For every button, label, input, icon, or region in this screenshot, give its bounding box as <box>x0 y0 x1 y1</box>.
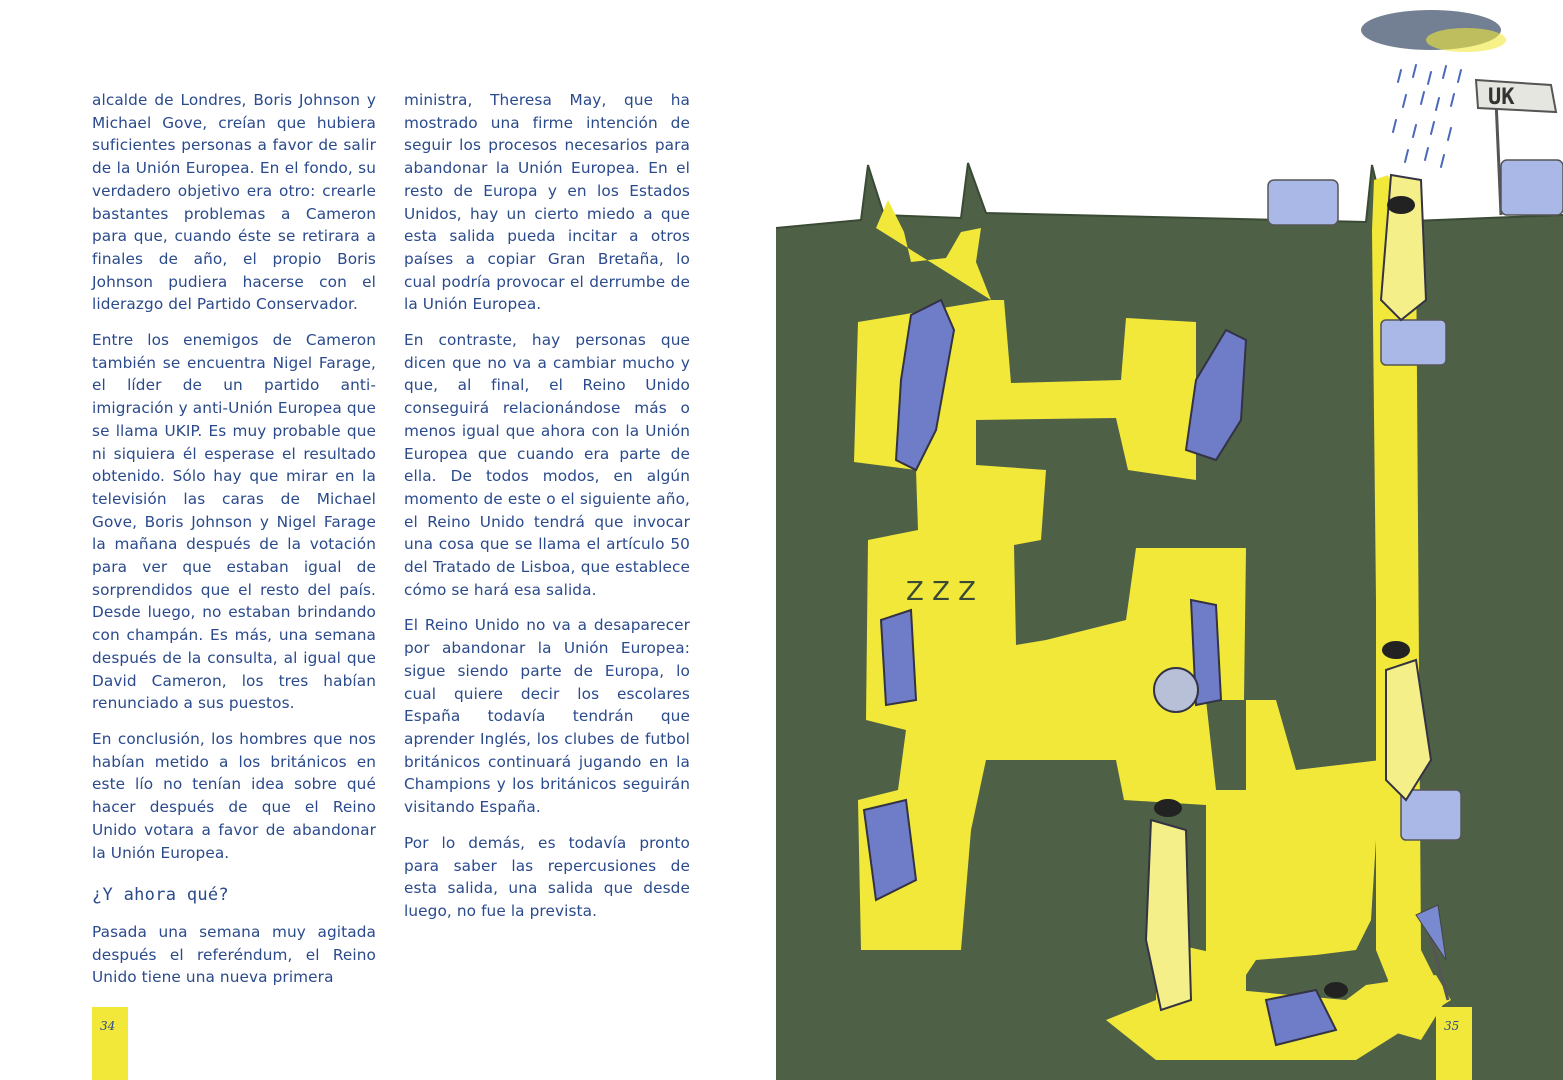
section-heading: ¿Y ahora qué? <box>92 885 229 906</box>
text-column-right <box>404 89 690 936</box>
rain-drops <box>1393 65 1461 167</box>
page-number-tab-right <box>1436 1007 1472 1080</box>
sleep-zzz: Z Z Z <box>906 577 976 607</box>
page-number: 34 <box>100 1019 116 1033</box>
paragraph: Por lo demás, es todavía pronto para saber las repercusiones de esta salida, una salida que desde luego, no fue la prevista. <box>404 833 690 920</box>
sign-text: UK <box>1488 85 1515 110</box>
paragraph: Pasada una semana muy agitada después el referéndum, el Reino Unido tiene una nueva primera <box>92 922 376 987</box>
paragraph: alcalde de Londres, Boris Johnson y Michael Gove, creían que hubiera suficientes personas a favor de salir de la Unión Europea. En el fondo, su verdadero objetivo era otro: crearle bastantes problemas a Cameron para que, cuando éste se retirara a finales de año, el propio Boris Johnson pudiera hacerse con el liderazgo del Partido Conservador. <box>92 91 376 314</box>
tunnel-illustration <box>776 0 1563 1080</box>
page-number: 35 <box>1444 1019 1460 1033</box>
text-column-left <box>92 89 376 1002</box>
page-number-tab-left <box>92 1007 128 1080</box>
paragraph: En contraste, hay personas que dicen que no va a cambiar mucho y que, al final, el Reino Unido conseguirá relacionándose más o menos igual que ahora con la Unión Europea que cuando era parte de ella. De todos modos, en algún momento de este o el siguiente año, el Reino Unido tendrá que invocar una cosa que se llama el artículo 50 del Tratado de Lisboa, que establece cómo se hará esa salida. <box>404 331 690 599</box>
paragraph: En conclusión, los hombres que nos habían metido a los británicos en este lío no tenían idea sobre qué hacer después de que el Reino Unido votara a favor de abandonar la Unión Europea. <box>92 729 376 862</box>
paragraph: Entre los enemigos de Cameron también se encuentra Nigel Farage, el líder de un partido anti-imigración y anti-Unión Europea que se llama UKIP. Es muy probable que ni siquiera él esperase el resultado obtenido. Sólo hay que mirar en la televisión las caras de Michael Gove, Boris Johnson y Nigel Farage la mañana después de la votación para ver que estaban igual de sorprendidos que el resto del país. Desde luego, no estaban brindando con champán. Es más, una semana después de la consulta, al igual que David Cameron, los tres habían renunciado a sus puestos. <box>92 331 376 713</box>
paragraph: El Reino Unido no va a desaparecer por abandonar la Unión Europea: sigue siendo parte de Europa, lo cual quiere decir los escolares España todavía tendrán que aprender Inglés, los clubes de futbol británicos continuará jugando en la Champions y los británicos seguirán visitando España. <box>404 616 690 817</box>
paragraph: ministra, Theresa May, que ha mostrado una firme intención de seguir los procesos necesarios para abandonar la Unión Europea. En el resto de Europa y en los Estados Unidos, hay un cierto miedo a que esta salida pueda incitar a otros países a copiar Gran Bretaña, lo cual podría provocar el derrumbe de la Unión Europea. <box>404 91 690 314</box>
